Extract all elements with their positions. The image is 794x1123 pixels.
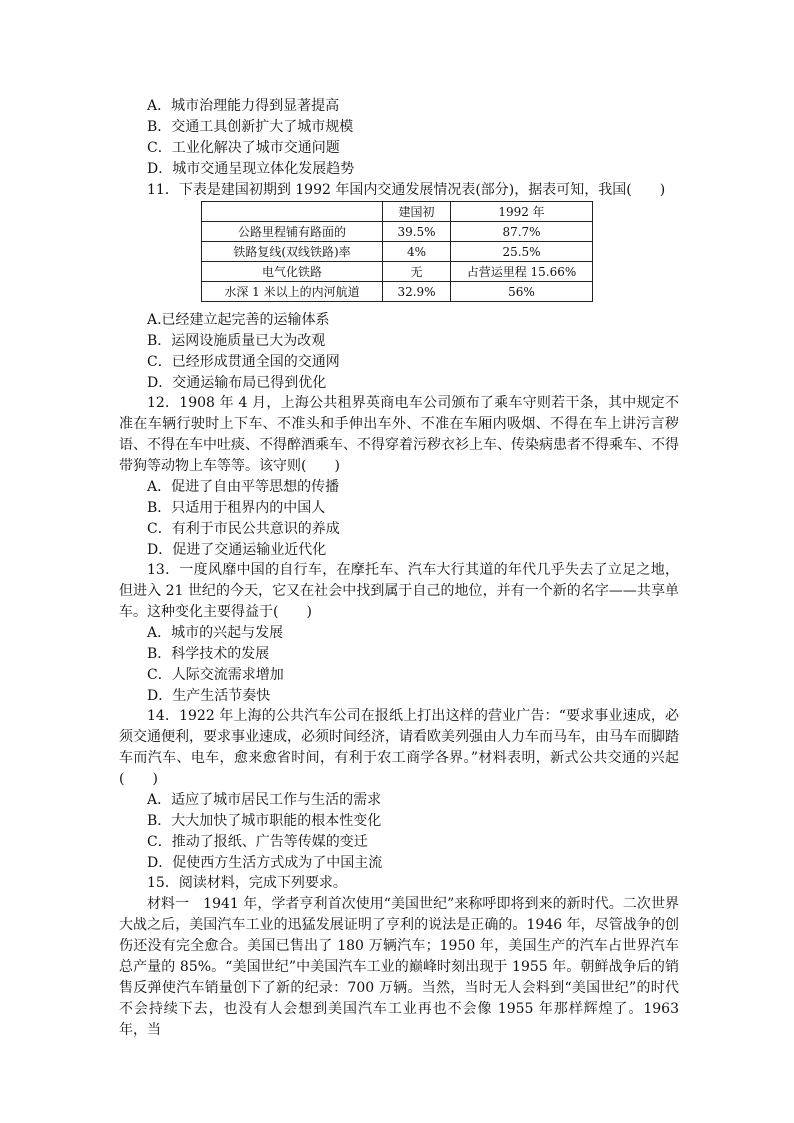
q11-option-c: C．已经形成贯通全国的交通网 (147, 354, 340, 370)
q14-option-c: C．推动了报纸、广告等传媒的变迁 (147, 834, 368, 850)
table-cell: 电气化铁路 (202, 262, 383, 282)
table-cell: 占营运里程 15.66% (451, 262, 593, 282)
q14-option-b: B．大大加快了城市职能的根本性变化 (147, 813, 382, 829)
table-cell: 水深 1 米以上的内河航道 (202, 282, 383, 302)
table-cell: 39.5% (383, 222, 451, 242)
table-header-cell (202, 202, 383, 222)
q11-option-b: B．运网设施质量已大为改观 (147, 333, 326, 349)
table-cell: 32.9% (383, 282, 451, 302)
table-cell: 56% (451, 282, 593, 302)
q12-option-a: A．促进了自由平等思想的传播 (147, 479, 340, 495)
q10-option-b: B．交通工具创新扩大了城市规模 (147, 119, 354, 135)
q11-option-a: A.已经建立起完善的运输体系 (147, 312, 330, 328)
q12-option-b: B．只适用于租界内的中国人 (147, 500, 326, 516)
table-cell: 无 (383, 262, 451, 282)
q13-stem: 13．一度风靡中国的自行车，在摩托车、汽车大行其道的年代几乎失去了立足之地，但进入 21 世纪的今天，它又在社会中找到属于自己的地位，并有一个新的名字——共享单车。这种变化主要得益于( ) (119, 562, 679, 620)
q10-option-c: C．工业化解决了城市交通问题 (147, 140, 340, 156)
q12-stem: 12．1908 年 4 月，上海公共租界英商电车公司颁布了乘车守则若干条，其中规定不准在车辆行驶时上下车、不准头和手伸出车外、不准在车厢内吸烟、不得在车上讲污言秽语、不得在车中吐痰、不得醉酒乘车、不得穿着污秽衣衫上车、传染病患者不得乘车、不得带狗等动物上车等等。该守则( ) (119, 395, 679, 474)
q11-data-table (201, 201, 593, 302)
q13-option-d: D．生产生活节奏快 (147, 688, 271, 704)
table-cell: 25.5% (451, 242, 593, 262)
table-cell: 87.7% (451, 222, 593, 242)
table-row (202, 282, 593, 302)
table-header-row (202, 202, 593, 222)
table-header-cell: 建国初 (383, 202, 451, 222)
q11-stem: 11．下表是建国初期到 1992 年国内交通发展情况表(部分)，据表可知，我国( ) (147, 182, 666, 198)
q12-option-d: D．促进了交通运输业近代化 (147, 542, 327, 558)
q14-stem: 14．1922 年上海的公共汽车公司在报纸上打出这样的营业广告：“要求事业速成，必须交通便利，要求事业速成，必须时间经济，请看欧美列强由人力车而马车，由马车而脚踏车而汽车、电车，愈来愈省时间，有利于农工商学各界。”材料表明，新式公共交通的兴起( ) (119, 708, 679, 787)
q11-option-d: D．交通运输布局已得到优化 (147, 375, 327, 391)
table-row (202, 242, 593, 262)
q13-option-c: C．人际交流需求增加 (147, 667, 284, 683)
table-cell: 4% (383, 242, 451, 262)
q14-option-d: D．促使西方生活方式成为了中国主流 (147, 855, 383, 871)
table-cell: 铁路复线(双线铁路)率 (202, 242, 383, 262)
q10-option-a: A．城市治理能力得到显著提高 (147, 98, 340, 114)
table-row (202, 222, 593, 242)
table-header-cell: 1992 年 (451, 202, 593, 222)
q13-option-b: B．科学技术的发展 (147, 646, 270, 662)
table-cell: 公路里程铺有路面的 (202, 222, 383, 242)
q15-stem: 15．阅读材料，完成下列要求。 (147, 875, 347, 891)
q10-option-d: D．城市交通呈现立体化发展趋势 (147, 161, 355, 177)
table-row (202, 262, 593, 282)
q12-option-c: C．有利于市民公共意识的养成 (147, 521, 340, 537)
q15-material-1: 材料一 1941 年，学者亨利首次使用“美国世纪”来称呼即将到来的新时代。二次世界大战之后，美国汽车工业的迅猛发展证明了亨利的说法是正确的。1946 年，尽管战争的创伤还没有完全愈合。美国已售出了 180 万辆汽车；1950 年，美国生产的汽车占世界汽车总产量的 85%。“美国世纪”中美国汽车工业的巅峰时刻出现于 1955 年。朝鲜战争后的销售反弹使汽车销量创下了新的纪录：700 万辆。当然，当时无人会料到“美国世纪”的时代不会持续下去，也没有人会想到美国汽车工业再也不会像 1955 年那样辉煌了。1963 年，当 (119, 896, 679, 1038)
q14-option-a: A．适应了城市居民工作与生活的需求 (147, 792, 382, 808)
q13-option-a: A．城市的兴起与发展 (147, 625, 284, 641)
